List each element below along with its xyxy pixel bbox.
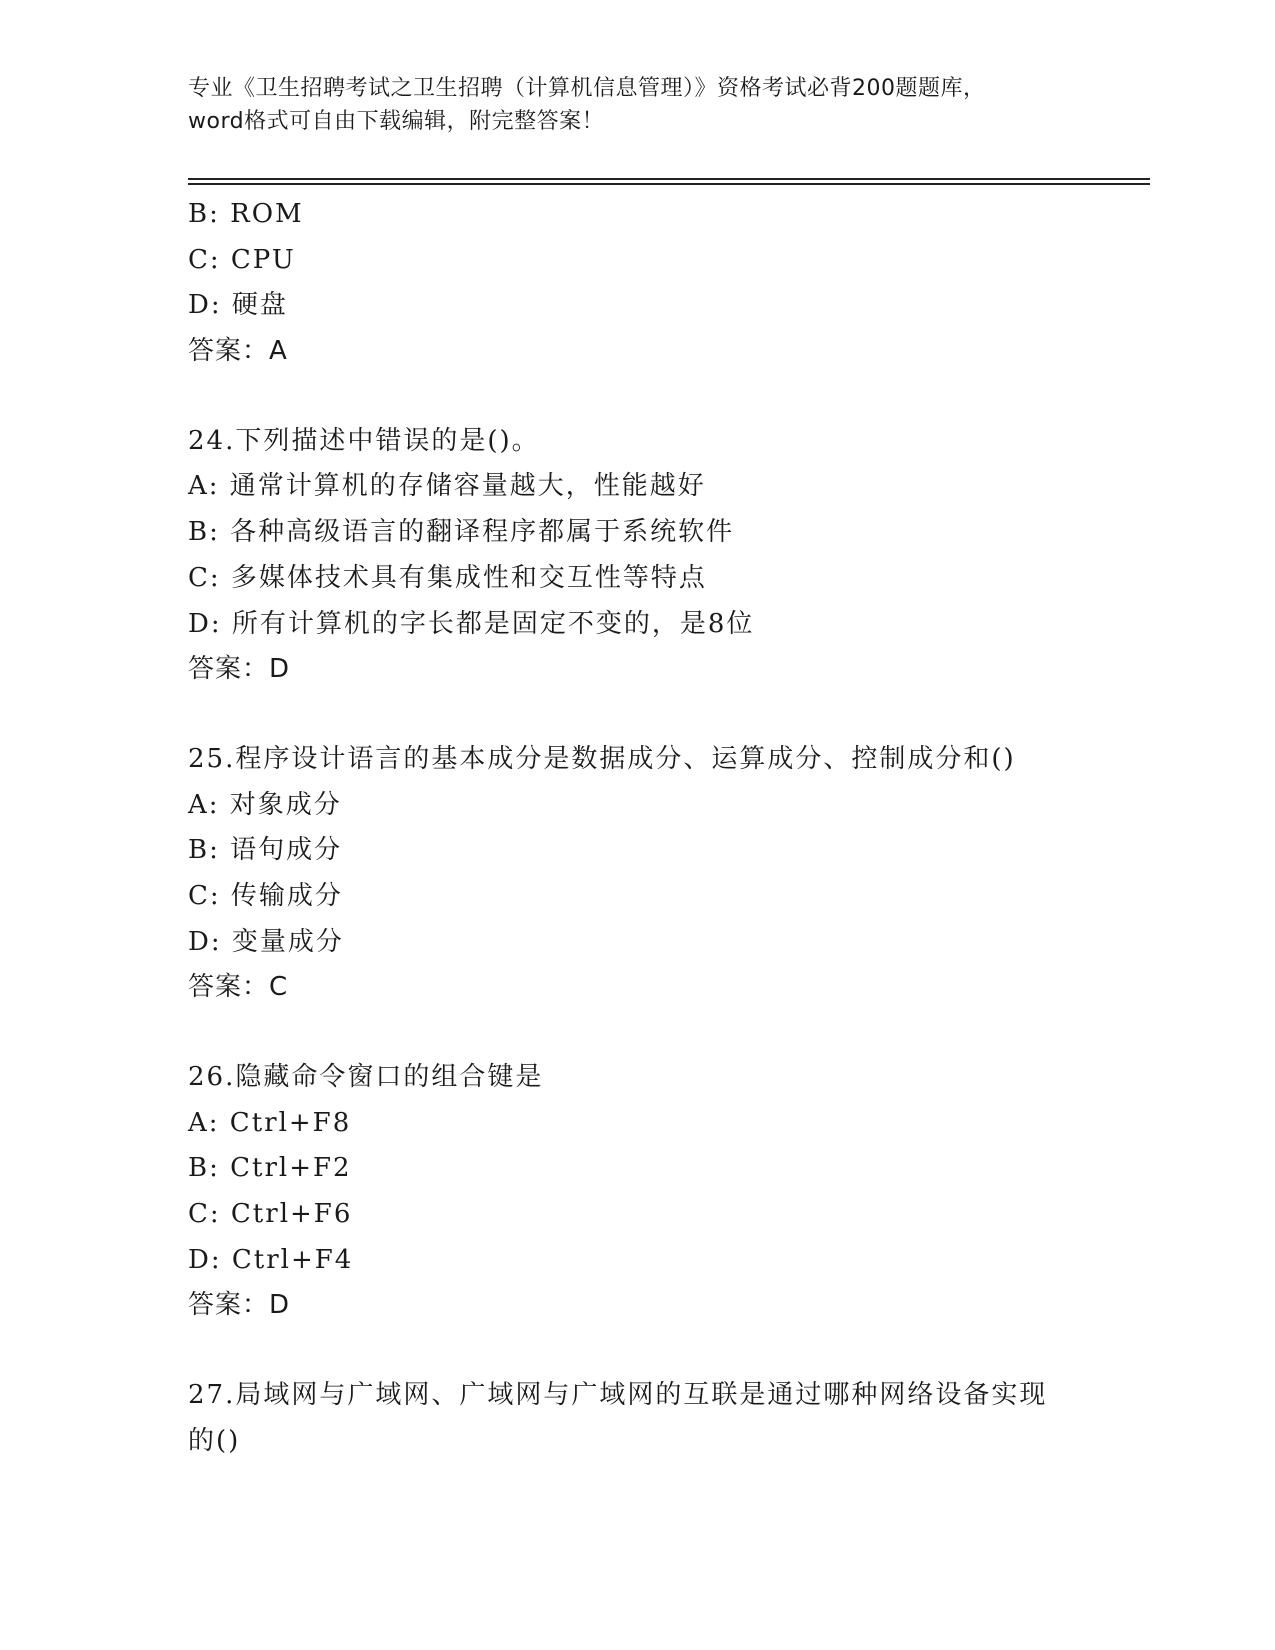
question-25 [188,737,1088,1011]
document-header [188,72,1088,138]
question-stem: 24.下列描述中错误的是()。 [188,425,540,456]
answer-line: 答案：D [188,654,291,685]
answer-line: 答案：D [188,1290,291,1321]
question-23-tail [188,192,1088,375]
option-b: B: 语句成分 [188,835,343,866]
option-a: A: Ctrl+F8 [188,1107,352,1138]
question-stem: 27.局域网与广域网、广域网与广域网的互联是通过哪种网络设备实现的() [188,1380,1048,1456]
option-a: A: 对象成分 [188,789,342,820]
option-d: D: 变量成分 [188,926,344,957]
option-d: D: Ctrl+F4 [188,1244,354,1275]
header-line-2: word格式可自由下载编辑，附完整答案！ [188,109,605,134]
question-27 [188,1373,1088,1464]
answer-line: 答案：A [188,336,288,367]
option-b: B: Ctrl+F2 [188,1153,352,1184]
spacer [188,1011,1088,1055]
option-c: C: 传输成分 [188,880,343,911]
question-26 [188,1055,1088,1329]
option-b: B: 各种高级语言的翻译程序都属于系统软件 [188,517,735,548]
spacer [188,693,1088,737]
spacer [188,375,1088,419]
question-stem: 26.隐藏命令窗口的组合键是 [188,1062,544,1092]
header-divider-bottom [188,183,1150,185]
option-d: D: 硬盘 [188,290,288,321]
option-a: A: 通常计算机的存储容量越大，性能越好 [188,471,706,502]
answer-line: 答案：C [188,972,289,1003]
question-24 [188,419,1088,693]
option-c: C: 多媒体技术具有集成性和交互性等特点 [188,562,707,593]
question-list [188,192,1088,1465]
option-c: C: Ctrl+F6 [188,1199,353,1230]
header-line-1: 专业《卫生招聘考试之卫生招聘（计算机信息管理）》资格考试必背200题题库， [188,76,986,101]
spacer [188,1329,1088,1373]
header-divider-top [188,178,1150,180]
option-c: C: CPU [188,244,296,275]
option-b: B: ROM [188,199,304,229]
option-d: D: 所有计算机的字长都是固定不变的，是8位 [188,608,755,639]
question-stem: 25.程序设计语言的基本成分是数据成分、运算成分、控制成分和() [188,743,1016,774]
